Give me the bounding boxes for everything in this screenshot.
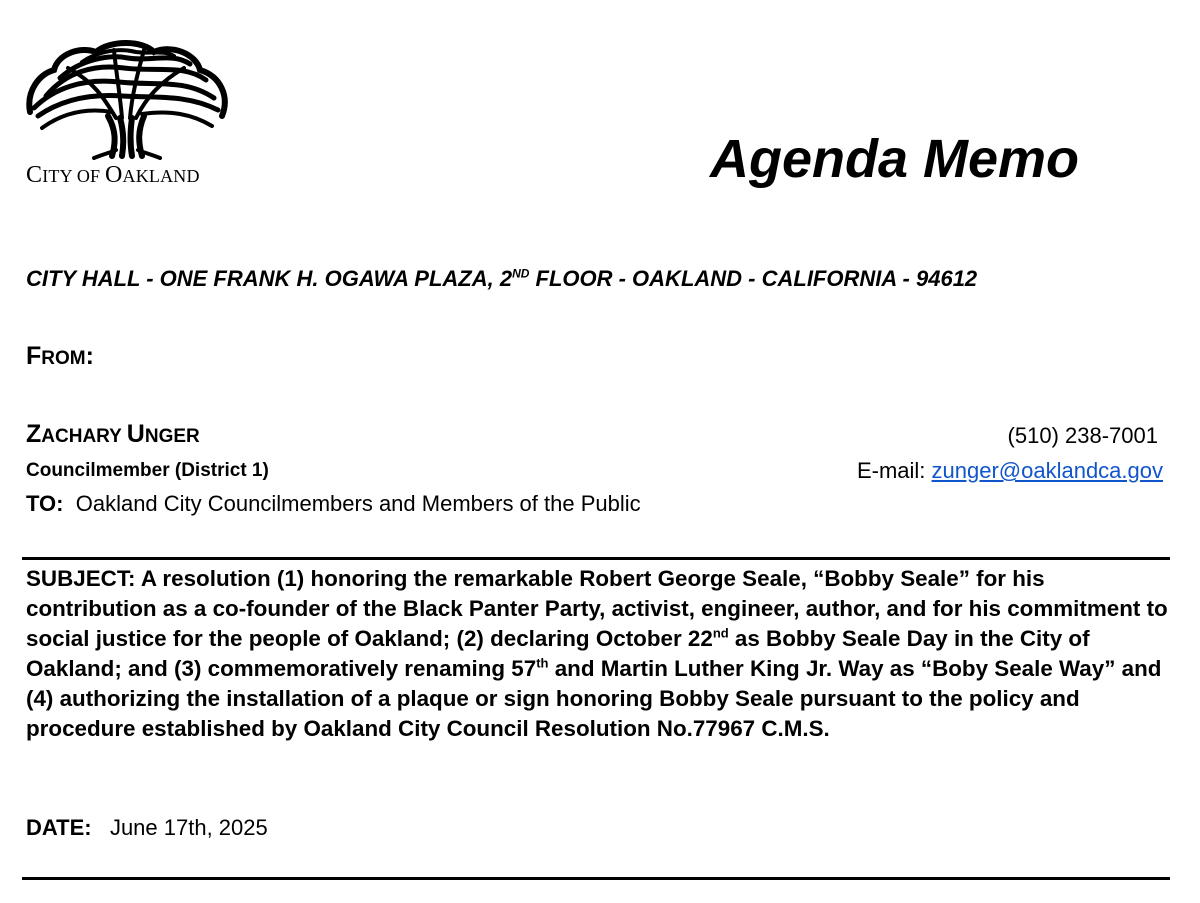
address-line: CITY HALL - ONE FRANK H. OGAWA PLAZA, 2ND FLOOR - OAKLAND - CALIFORNIA - 94612 xyxy=(26,266,978,291)
sender-role: Councilmember (District 1) xyxy=(26,460,269,481)
email-label: E-mail: xyxy=(856,458,932,483)
to-label: TO: xyxy=(26,491,64,516)
date-value: June 17th, 2025 xyxy=(109,815,268,840)
email-line xyxy=(857,458,1163,484)
city-logo xyxy=(22,38,232,198)
from-label: FROM: xyxy=(26,342,94,370)
date-line xyxy=(26,815,268,841)
phone-number: (510) 238-7001 xyxy=(1007,423,1158,448)
page-title: Agenda Memo xyxy=(710,129,1080,189)
to-line xyxy=(26,491,641,517)
email-link[interactable]: zunger@oaklandca.gov xyxy=(931,458,1163,483)
logo-wordmark: CITY OF OAKLAND xyxy=(26,162,200,188)
divider-bottom xyxy=(22,877,1170,880)
divider-top xyxy=(22,557,1170,560)
oak-tree-icon xyxy=(24,38,229,160)
sender-name: ZACHARY UNGER xyxy=(26,420,200,448)
to-value: Oakland City Councilmembers and Members of the Public xyxy=(75,491,641,516)
date-label: DATE: xyxy=(26,815,92,840)
subject-paragraph: SUBJECT: A resolution (1) honoring the remarkable Robert George Seale, “Bobby Seale” for his contribution as a co-founder of the Black Panter Party, activist, engineer, author, and for his commitment to social justice for the people of Oakland; (2) declaring October 22nd as Bobby Seale Day in the City of Oakland; and (3) commemoratively renaming 57th and Martin Luther King Jr. Way as “Boby Seale Way” and (4) authorizing the installation of a plaque or sign honoring Bobby Seale pursuant to the policy and procedure established by Oakland City Council Resolution No.77967 C.M.S. xyxy=(26,566,1168,741)
